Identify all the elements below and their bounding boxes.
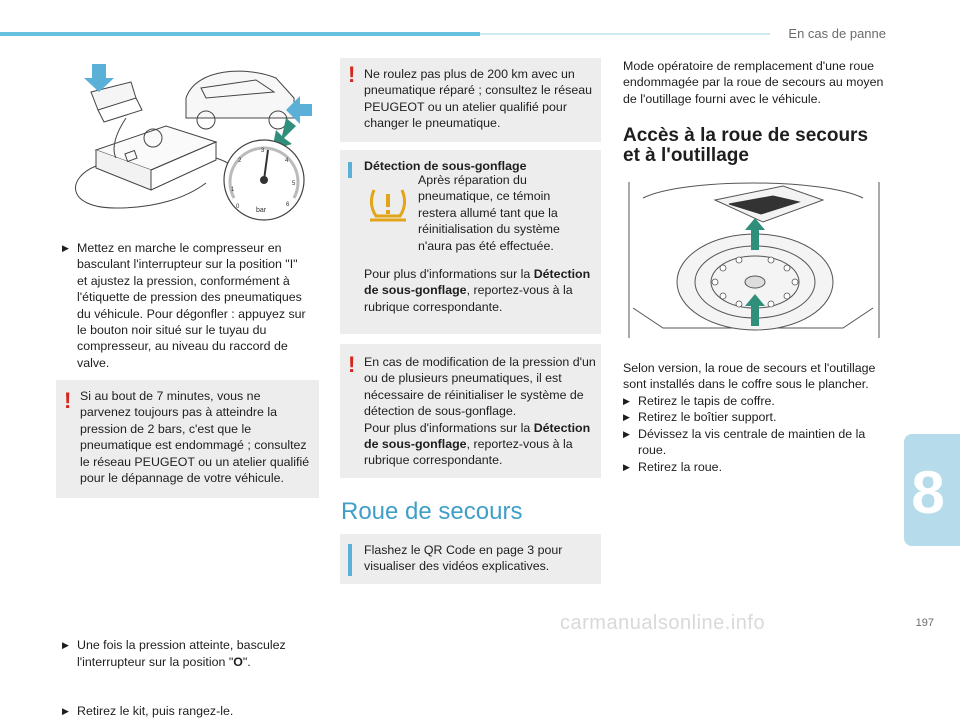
header-bar xyxy=(0,32,480,36)
info-box-detection xyxy=(340,150,601,334)
bullet-switch-off: ▶ Une fois la pression atteinte, basculez l'interrupteur sur la position "O". xyxy=(62,638,286,669)
detection-text: Après réparation du pneumatique, ce témoin restera allumé tant que la réinitialisation du système n'aura pas été effectuée. xyxy=(418,173,560,253)
page-number: 197 xyxy=(915,617,934,629)
bullet-store-kit xyxy=(62,703,307,719)
bullet-marker: ▶ xyxy=(623,396,630,406)
compressor-illustration xyxy=(56,58,318,226)
section-heading-roue-de-secours: Roue de secours xyxy=(341,498,523,525)
gauge-tick-3: 3 xyxy=(261,148,265,154)
section-title: En cas de panne xyxy=(788,26,886,41)
warning-box-reset xyxy=(340,344,601,478)
warning-icon: ! xyxy=(348,62,356,87)
bullet-marker: ▶ xyxy=(623,412,630,423)
step-item: ▶ Retirez la roue. xyxy=(623,459,723,474)
gauge-tick-5: 5 xyxy=(292,181,296,187)
info-text: Flashez le QR Code en page 3 pour visualiser des vidéos explicatives. xyxy=(364,543,563,574)
spare-wheel-illustration xyxy=(623,178,885,344)
warning-box-200km xyxy=(340,58,601,142)
gauge-tick-6: 6 xyxy=(286,202,290,208)
detection-more: Pour plus d'informations sur la Détection de sous-gonflage, reportez-vous à la rubrique correspondante. xyxy=(364,267,591,314)
watermark: carmanualsonline.info xyxy=(560,612,766,634)
bullet-marker: ▶ xyxy=(62,243,69,253)
warning-icon: ! xyxy=(348,352,356,377)
header-bar-thin xyxy=(480,33,770,35)
bullet-marker: ▶ xyxy=(62,706,69,717)
step-item: ▶ Dévissez la vis centrale de maintien de la roue. xyxy=(623,426,866,458)
gauge-tick-1: 1 xyxy=(231,187,235,193)
warning-text: Ne roulez pas plus de 200 km avec un pneumatique réparé ; consultez le réseau PEUGEOT ou un atelier qualifié pour changer le pneumatique. xyxy=(364,67,592,131)
info-marker xyxy=(348,162,352,178)
heading-access-spare-wheel: Accès à la roue de secours et à l'outillage xyxy=(623,125,869,166)
gauge-unit: bar xyxy=(256,207,267,214)
bullet-start-compressor xyxy=(62,240,307,371)
spare-wheel-steps xyxy=(623,393,889,475)
spare-wheel-text: Selon version, la roue de secours et l'outillage sont installés dans le coffre sous le plancher. xyxy=(623,361,876,392)
gauge-tick-4: 4 xyxy=(285,158,289,164)
intro-text: Mode opératoire de remplacement d'une roue endommagée par la roue de secours au moyen de l'outillage fourni avec le véhicule. xyxy=(623,59,884,106)
info-marker xyxy=(348,544,352,576)
bullet-marker: ▶ xyxy=(62,640,69,651)
bullet-marker: ▶ xyxy=(623,428,630,439)
warning-icon: ! xyxy=(64,388,72,413)
gauge-tick-0: 0 xyxy=(236,204,240,210)
warning-text: Si au bout de 7 minutes, vous ne parvenez toujours pas à atteindre la pression de 2 bars, c'est que le pneumatique est endommagé ; consultez le réseau PEUGEOT ou un atelier qualifié pour le dépannage de votre véhicule. xyxy=(80,389,310,486)
step-item: ▶ Retirez le tapis de coffre. xyxy=(623,394,775,408)
bullet-marker: ▶ xyxy=(623,461,630,472)
bullet-text: Retirez le kit, puis rangez-le. xyxy=(77,704,234,719)
step-item: ▶ Retirez le boîtier support. xyxy=(623,410,777,425)
gauge-tick-2: 2 xyxy=(238,158,242,164)
tyre-pressure-warning-icon xyxy=(366,184,410,224)
warning-text: En cas de modification de la pression d'un ou de plusieurs pneumatiques, il est nécessaire de réinitialiser le système de détection de sous-gonflage. Pour plus d'informations sur la Détection de sous-gonflage, reportez-vous à la rubrique correspondante. xyxy=(364,355,596,468)
info-box-qr xyxy=(340,534,601,584)
detection-title: Détection de sous-gonflage xyxy=(364,159,527,173)
warning-box-pressure xyxy=(56,380,319,498)
bullet-text: Mettez en marche le compresseur en basculant l'interrupteur sur la position "I" et ajustez la pression, conformément à l'étiquette de pression des pneumatiques du véhicule. Pour dégonfler : appuyez sur le bouton noir situé sur le tuyau du compresseur, au niveau du raccord de valve. xyxy=(77,241,306,370)
chapter-number: 8 xyxy=(911,459,945,526)
